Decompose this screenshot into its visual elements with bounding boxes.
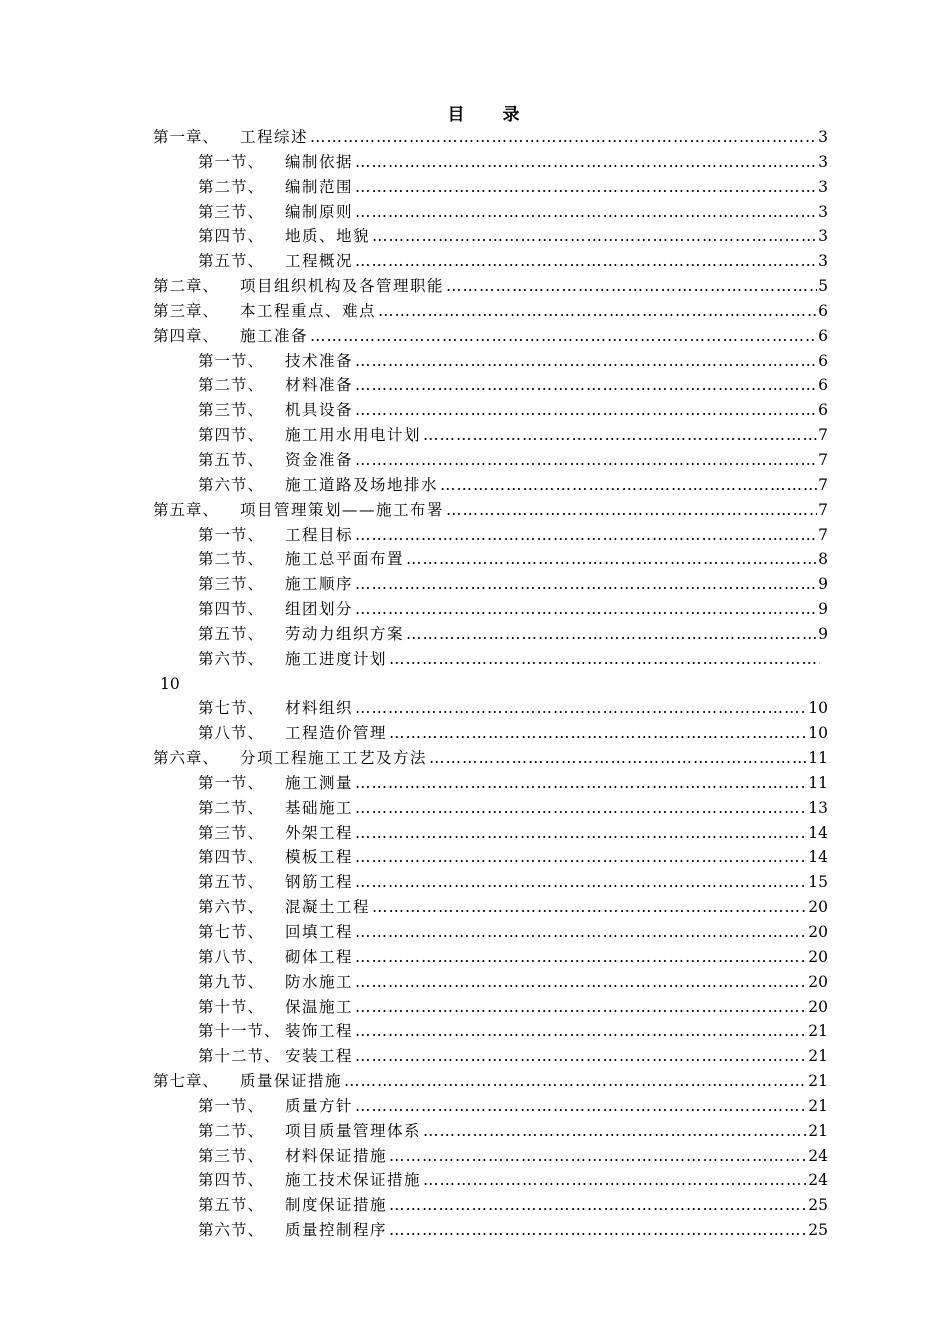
toc-entry-text: 施工准备 — [240, 326, 309, 345]
toc-section-entry[interactable] — [0, 821, 950, 846]
toc-entry-label: 第七节、 — [198, 699, 265, 718]
toc-dot-leader — [406, 547, 817, 572]
toc-entry-label: 第二节、 — [198, 376, 265, 395]
toc-dot-leader — [389, 721, 807, 746]
toc-page-number: 7 — [818, 525, 828, 544]
toc-section-entry[interactable] — [0, 1044, 950, 1069]
toc-entry-label: 第一章、 — [153, 128, 220, 146]
toc-chapter-entry[interactable] — [0, 746, 950, 771]
toc-entry-text: 项目质量管理体系 — [285, 1121, 422, 1140]
toc-dot-leader — [372, 224, 817, 249]
toc-dot-leader — [355, 995, 807, 1020]
toc-entry-label: 第五节、 — [198, 252, 265, 271]
toc-entry-text: 工程概况 — [285, 252, 354, 271]
toc-entry-label: 第五节、 — [198, 450, 265, 469]
toc-dot-leader — [355, 175, 817, 200]
toc-dot-leader — [355, 1094, 807, 1119]
toc-section-entry[interactable] — [0, 995, 950, 1020]
toc-page-number: 6 — [818, 301, 828, 320]
toc-page-number: 5 — [818, 277, 828, 296]
toc-entry-text: 工程综述 — [240, 128, 309, 146]
toc-page-number: 11 — [808, 749, 828, 768]
toc-section-entry[interactable] — [0, 945, 950, 970]
toc-section-entry[interactable] — [0, 448, 950, 473]
toc-entry-text: 分项工程施工工艺及方法 — [240, 749, 428, 768]
toc-entry-label: 第七节、 — [198, 923, 265, 941]
toc-entry-text: 编制依据 — [285, 152, 354, 171]
toc-entry-label: 第三节、 — [198, 202, 265, 221]
toc-page-number: 3 — [818, 152, 828, 171]
toc-page-number: 15 — [808, 873, 828, 892]
toc-dot-leader — [355, 821, 807, 846]
toc-entry-label: 第三节、 — [198, 575, 265, 594]
toc-entry-text: 材料组织 — [285, 699, 354, 718]
toc-page-number: 10 — [808, 699, 828, 718]
toc-entry-label: 第十一节、 — [198, 1022, 281, 1041]
toc-dot-leader — [355, 349, 817, 374]
toc-page-number: 7 — [818, 475, 828, 494]
toc-page-number: 7 — [818, 426, 828, 445]
toc-section-entry[interactable] — [0, 150, 950, 175]
toc-entry-text: 制度保证措施 — [285, 1196, 388, 1215]
toc-dot-leader — [355, 945, 807, 970]
toc-page-number: 3 — [818, 202, 828, 221]
toc-page-number: 6 — [818, 401, 828, 420]
toc-section-entry[interactable] — [0, 1168, 950, 1193]
toc-entry-text: 组团划分 — [285, 600, 354, 619]
toc-page-number: 7 — [818, 450, 828, 469]
toc-section-entry[interactable] — [0, 200, 950, 225]
toc-dot-leader — [355, 523, 817, 548]
toc-dot-leader — [355, 200, 817, 225]
toc-page-number: 20 — [808, 923, 828, 941]
toc-section-entry[interactable] — [0, 796, 950, 821]
toc-page-number: 25 — [808, 1196, 828, 1215]
toc-section-entry[interactable] — [0, 870, 950, 895]
toc-entry-label: 第四节、 — [198, 600, 265, 619]
toc-dot-leader — [423, 1119, 807, 1144]
toc-entry-text: 模板工程 — [285, 848, 354, 867]
toc-section-entry[interactable] — [0, 398, 950, 423]
toc-page-number: 7 — [818, 500, 828, 519]
toc-dot-leader — [355, 796, 807, 821]
toc-entry-text: 质量控制程序 — [285, 1221, 388, 1240]
toc-entry-text: 工程造价管理 — [285, 724, 388, 743]
toc-entry-label: 第五节、 — [198, 873, 265, 892]
toc-title: 目录 — [447, 105, 558, 125]
toc-page-number: 9 — [818, 600, 828, 619]
toc-entry-text: 保温施工 — [285, 997, 354, 1016]
toc-page-number: 9 — [818, 575, 828, 594]
toc-section-entry[interactable] — [0, 175, 950, 200]
toc-page-number: 20 — [808, 997, 828, 1016]
toc-entry-label: 第六节、 — [198, 1221, 265, 1240]
toc-entry-label: 第八节、 — [198, 724, 265, 743]
toc-page-number: 25 — [808, 1221, 828, 1240]
toc-section-entry[interactable] — [0, 597, 950, 622]
toc-section-entry[interactable] — [0, 1193, 950, 1218]
toc-entry-text: 材料准备 — [285, 376, 354, 395]
toc-dot-leader — [355, 572, 817, 597]
toc-entry-label: 第四章、 — [153, 326, 220, 345]
toc-section-entry[interactable] — [0, 647, 950, 672]
toc-page-number: 14 — [808, 823, 828, 842]
toc-entry-text: 安装工程 — [285, 1047, 354, 1066]
toc-dot-leader — [355, 771, 807, 796]
toc-entry-label: 第二节、 — [198, 1121, 265, 1140]
toc-entry-label: 第九节、 — [198, 972, 265, 991]
toc-dot-leader — [389, 647, 820, 672]
toc-entry-label: 第一节、 — [198, 1096, 265, 1115]
toc-dot-leader — [389, 1144, 807, 1169]
toc-entry-label: 第三节、 — [198, 1146, 265, 1165]
toc-page-number: 14 — [808, 848, 828, 867]
toc-chapter-entry[interactable] — [0, 498, 950, 523]
toc-entry-label: 第三节、 — [198, 401, 265, 420]
toc-page-number: 8 — [818, 550, 828, 569]
toc-entry-text: 地质、地貌 — [285, 227, 371, 246]
toc-dot-leader — [344, 1069, 807, 1094]
toc-page-number: 20 — [808, 947, 828, 966]
toc-entry-label: 第一节、 — [198, 351, 265, 370]
toc-entry-text: 施工顺序 — [285, 575, 354, 594]
toc-entry-label: 第六节、 — [198, 649, 265, 668]
toc-section-entry[interactable] — [0, 696, 950, 721]
toc-section-entry[interactable] — [0, 721, 950, 746]
toc-entry-text: 项目组织机构及各管理职能 — [240, 277, 445, 296]
toc-entry-label: 第一节、 — [198, 525, 265, 544]
toc-section-entry[interactable] — [0, 249, 950, 274]
toc-dot-leader — [310, 125, 817, 150]
toc-wrapped-page-line — [0, 672, 950, 697]
toc-entry-text: 混凝土工程 — [285, 898, 371, 917]
toc-entry-text: 项目管理策划——施工布署 — [240, 500, 445, 519]
toc-entry-label: 第四节、 — [198, 848, 265, 867]
toc-page-number: 21 — [808, 1047, 828, 1066]
toc-dot-leader — [355, 1044, 807, 1069]
toc-section-entry[interactable] — [0, 1218, 950, 1243]
toc-dot-leader — [423, 423, 817, 448]
toc-entry-text: 质量方针 — [285, 1096, 354, 1115]
toc-dot-leader — [429, 746, 807, 771]
toc-section-entry[interactable] — [0, 771, 950, 796]
toc-dot-leader — [389, 1193, 807, 1218]
toc-entry-label: 第六章、 — [153, 749, 220, 768]
toc-entry-text: 砌体工程 — [285, 947, 354, 966]
toc-dot-leader — [389, 1218, 807, 1243]
toc-entry-label: 第十二节、 — [198, 1047, 281, 1066]
toc-section-entry[interactable] — [0, 970, 950, 995]
toc-entry-label: 第七章、 — [153, 1072, 220, 1091]
toc-chapter-entry[interactable] — [0, 299, 950, 324]
toc-entry-text: 技术准备 — [285, 351, 354, 370]
toc-dot-leader — [378, 299, 817, 324]
toc-entry-text: 外架工程 — [285, 823, 354, 842]
toc-chapter-entry[interactable] — [0, 274, 950, 299]
toc-entry-text: 施工技术保证措施 — [285, 1171, 422, 1190]
toc-section-entry[interactable] — [0, 1119, 950, 1144]
toc-dot-leader — [310, 324, 817, 349]
toc-section-entry[interactable] — [0, 1019, 950, 1044]
toc-entry-text: 机具设备 — [285, 401, 354, 420]
toc-page-number: 3 — [818, 252, 828, 271]
toc-dot-leader — [355, 150, 817, 175]
toc-page-number: 3 — [818, 128, 828, 146]
toc-chapter-entry[interactable] — [0, 324, 950, 349]
toc-entry-label: 第五节、 — [198, 624, 265, 643]
toc-page-number: 21 — [808, 1096, 828, 1115]
toc-section-entry[interactable] — [0, 572, 950, 597]
toc-section-entry[interactable] — [0, 895, 950, 920]
toc-page-number: 6 — [818, 351, 828, 370]
toc-entry-label: 第五章、 — [153, 500, 220, 519]
toc-entry-text: 装饰工程 — [285, 1022, 354, 1041]
toc-entry-label: 第五节、 — [198, 1196, 265, 1215]
toc-dot-leader — [355, 920, 807, 945]
toc-chapter-entry[interactable] — [0, 125, 950, 150]
toc-dot-leader — [446, 274, 817, 299]
toc-page-number: 11 — [808, 773, 828, 792]
toc-entry-text: 钢筋工程 — [285, 873, 354, 892]
toc-page-number: 3 — [818, 177, 828, 196]
toc-entry-label: 第十节、 — [198, 997, 265, 1016]
toc-section-entry[interactable] — [0, 920, 950, 945]
toc-dot-leader — [355, 696, 807, 721]
toc-entry-text: 施工用水用电计划 — [285, 426, 422, 445]
toc-entry-label: 第三节、 — [198, 823, 265, 842]
toc-section-entry[interactable] — [0, 523, 950, 548]
toc-page-number: 21 — [808, 1072, 828, 1091]
toc-entry-label: 第二节、 — [198, 550, 265, 569]
toc-entry-label: 第四节、 — [198, 1171, 265, 1190]
toc-entry-text: 工程目标 — [285, 525, 354, 544]
toc-page-number: 9 — [818, 624, 828, 643]
toc-dot-leader — [355, 249, 817, 274]
toc-entry-text: 施工测量 — [285, 773, 354, 792]
table-of-contents — [0, 125, 950, 1243]
toc-entry-label: 第六节、 — [198, 898, 265, 917]
toc-dot-leader — [355, 448, 817, 473]
toc-dot-leader — [372, 895, 807, 920]
toc-chapter-entry[interactable] — [0, 1069, 950, 1094]
toc-page-number: 10 — [808, 724, 828, 743]
toc-section-entry[interactable] — [0, 622, 950, 647]
toc-page-number: 13 — [808, 798, 828, 817]
toc-page-number: 10 — [160, 674, 180, 693]
toc-entry-text: 材料保证措施 — [285, 1146, 388, 1165]
toc-entry-label: 第四节、 — [198, 227, 265, 246]
toc-entry-text: 施工道路及场地排水 — [285, 475, 439, 494]
toc-entry-text: 基础施工 — [285, 798, 354, 817]
toc-entry-text: 回填工程 — [285, 923, 354, 941]
toc-entry-label: 第四节、 — [198, 426, 265, 445]
toc-section-entry[interactable] — [0, 547, 950, 572]
toc-dot-leader — [355, 1019, 807, 1044]
toc-page-number: 3 — [818, 227, 828, 246]
toc-section-entry[interactable] — [0, 423, 950, 448]
toc-page-number: 20 — [808, 898, 828, 917]
toc-page-number: 6 — [818, 376, 828, 395]
toc-dot-leader — [355, 845, 807, 870]
toc-section-entry[interactable] — [0, 349, 950, 374]
toc-entry-label: 第一节、 — [198, 152, 265, 171]
toc-entry-label: 第二节、 — [198, 177, 265, 196]
toc-section-entry[interactable] — [0, 845, 950, 870]
toc-dot-leader — [406, 622, 817, 647]
toc-dot-leader — [355, 373, 817, 398]
toc-section-entry[interactable] — [0, 373, 950, 398]
toc-entry-label: 第八节、 — [198, 947, 265, 966]
toc-section-entry[interactable] — [0, 224, 950, 249]
toc-page-number: 21 — [808, 1022, 828, 1041]
toc-section-entry[interactable] — [0, 473, 950, 498]
toc-page-number: 20 — [808, 972, 828, 991]
toc-entry-text: 施工进度计划 — [285, 649, 388, 668]
toc-dot-leader — [440, 473, 817, 498]
toc-entry-label: 第一节、 — [198, 773, 265, 792]
toc-page-number: 24 — [808, 1171, 828, 1190]
toc-entry-label: 第二节、 — [198, 798, 265, 817]
toc-section-entry[interactable] — [0, 1094, 950, 1119]
toc-entry-text: 资金准备 — [285, 450, 354, 469]
toc-entry-text: 施工总平面布置 — [285, 550, 405, 569]
toc-entry-label: 第三章、 — [153, 301, 220, 320]
toc-entry-label: 第六节、 — [198, 475, 265, 494]
toc-entry-text: 质量保证措施 — [240, 1072, 343, 1091]
toc-dot-leader — [423, 1168, 807, 1193]
toc-entry-label: 第二章、 — [153, 277, 220, 296]
toc-entry-text: 本工程重点、难点 — [240, 301, 377, 320]
toc-entry-text: 防水施工 — [285, 972, 354, 991]
toc-dot-leader — [355, 970, 807, 995]
toc-dot-leader — [355, 398, 817, 423]
toc-dot-leader — [355, 870, 807, 895]
toc-page-number: 24 — [808, 1146, 828, 1165]
toc-page-number: 6 — [818, 326, 828, 345]
toc-dot-leader — [446, 498, 817, 523]
toc-entry-text: 编制原则 — [285, 202, 354, 221]
toc-page-number: 21 — [808, 1121, 828, 1140]
toc-entry-text: 编制范围 — [285, 177, 354, 196]
toc-dot-leader — [355, 597, 817, 622]
toc-section-entry[interactable] — [0, 1144, 950, 1169]
toc-entry-text: 劳动力组织方案 — [285, 624, 405, 643]
